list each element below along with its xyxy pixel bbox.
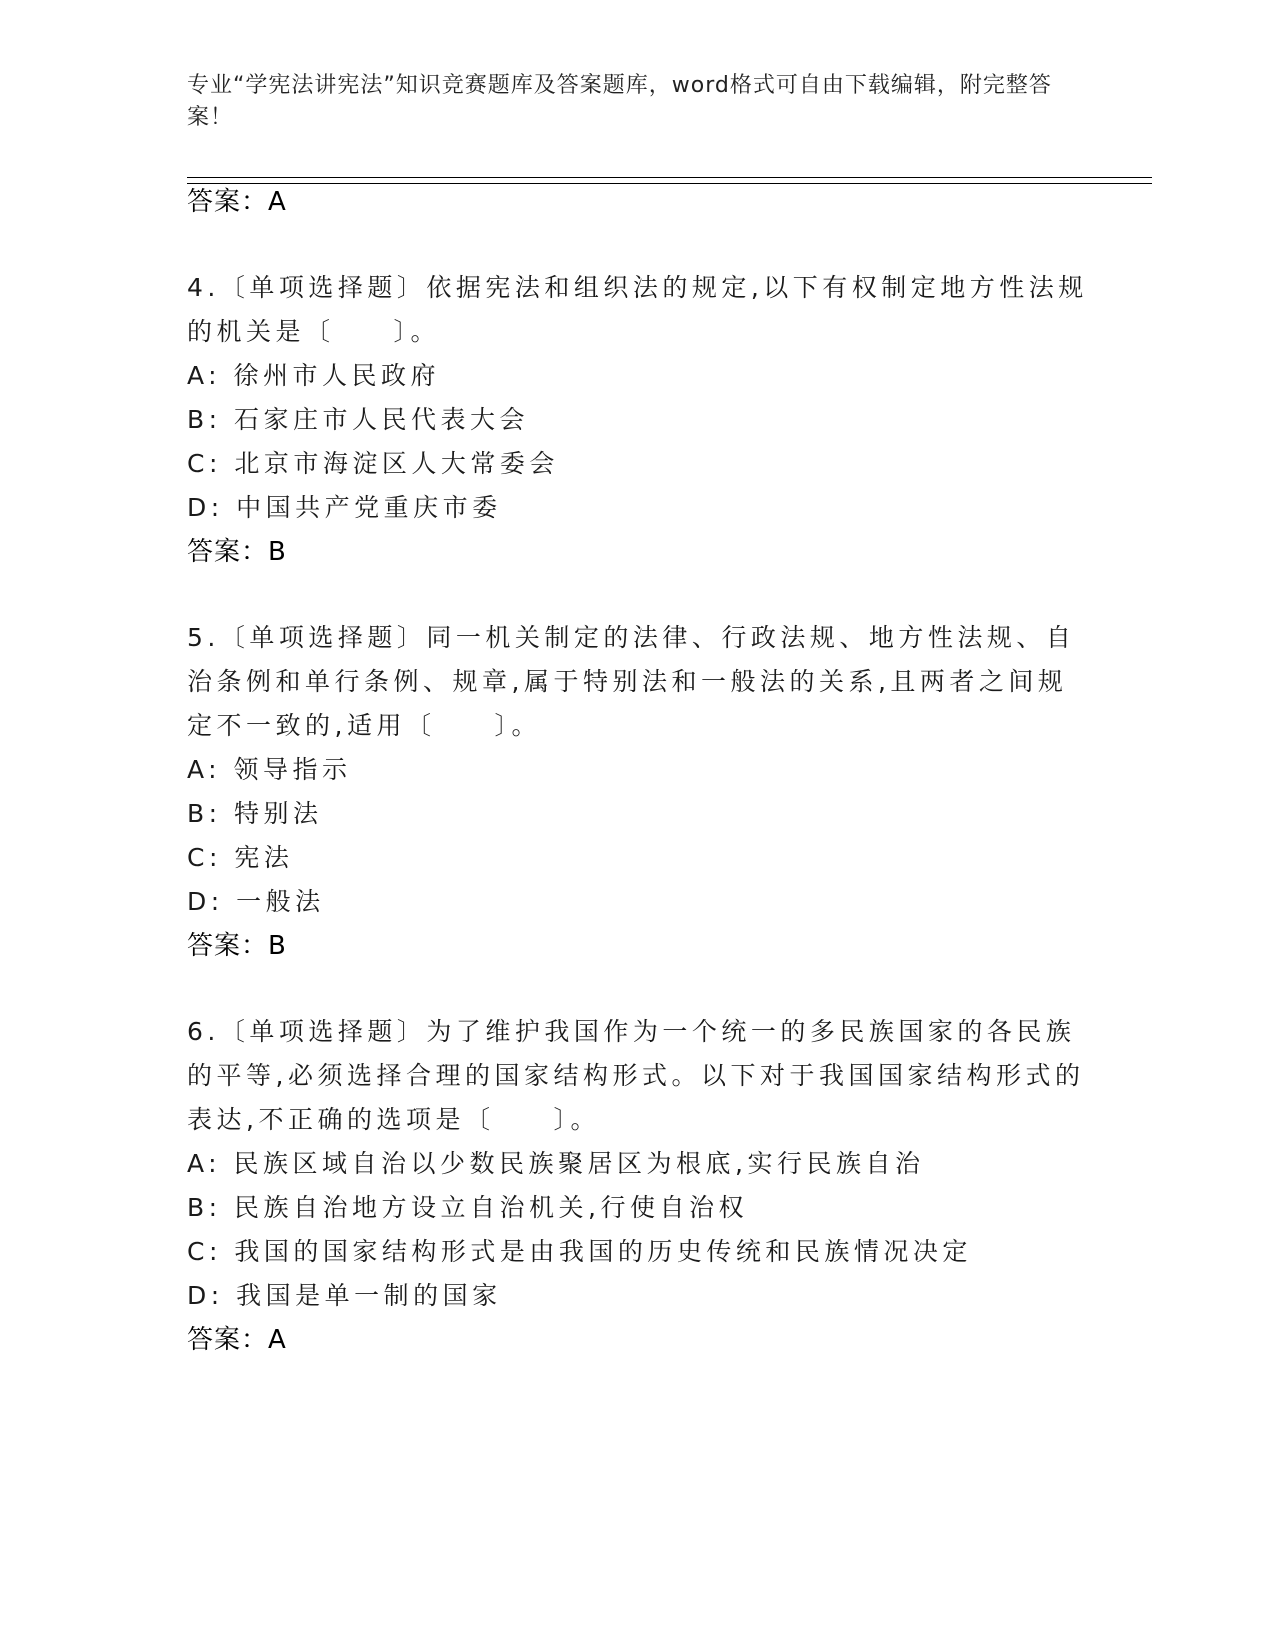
header-divider [187, 177, 1152, 184]
option-d: D: 中国共产党重庆市委 [187, 493, 502, 522]
answer-label: 答案：B [187, 931, 287, 961]
question-stem-line: 5.〔单项选择题〕同一机关制定的法律、行政法规、地方性法规、自 [187, 623, 1076, 652]
option-c: C: 北京市海淀区人大常委会 [187, 449, 559, 478]
question-stem-line: 定不一致的,适用〔 〕。 [187, 711, 541, 740]
question-stem-line: 治条例和单行条例、规章,属于特别法和一般法的关系,且两者之间规 [187, 667, 1068, 696]
question-stem-line: 4.〔单项选择题〕依据宪法和组织法的规定,以下有权制定地方性法规 [187, 273, 1088, 302]
answer-label: 答案：A [187, 187, 287, 217]
question-stem-line: 表达,不正确的选项是〔 〕。 [187, 1105, 600, 1134]
question-stem-line: 的平等,必须选择合理的国家结构形式。以下对于我国国家结构形式的 [187, 1061, 1085, 1090]
answer-label: 答案：B [187, 537, 287, 567]
page-header: 专业“学宪法讲宪法”知识竞赛题库及答案题库，word格式可自由下载编辑，附完整答案！ [187, 73, 1052, 130]
option-b: B: 民族自治地方设立自治机关,行使自治权 [187, 1193, 748, 1222]
option-d: D: 我国是单一制的国家 [187, 1281, 502, 1310]
question-stem-line: 6.〔单项选择题〕为了维护我国作为一个统一的多民族国家的各民族 [187, 1017, 1076, 1046]
option-c: C: 宪法 [187, 843, 294, 872]
option-a: A: 徐州市人民政府 [187, 361, 441, 390]
option-c: C: 我国的国家结构形式是由我国的历史传统和民族情况决定 [187, 1237, 972, 1266]
option-d: D: 一般法 [187, 887, 325, 916]
option-a: A: 民族区域自治以少数民族聚居区为根底,实行民族自治 [187, 1149, 925, 1178]
option-b: B: 石家庄市人民代表大会 [187, 405, 530, 434]
question-stem-line: 的机关是〔 〕。 [187, 317, 441, 346]
option-b: B: 特别法 [187, 799, 323, 828]
option-a: A: 领导指示 [187, 755, 352, 784]
answer-label: 答案：A [187, 1325, 287, 1355]
